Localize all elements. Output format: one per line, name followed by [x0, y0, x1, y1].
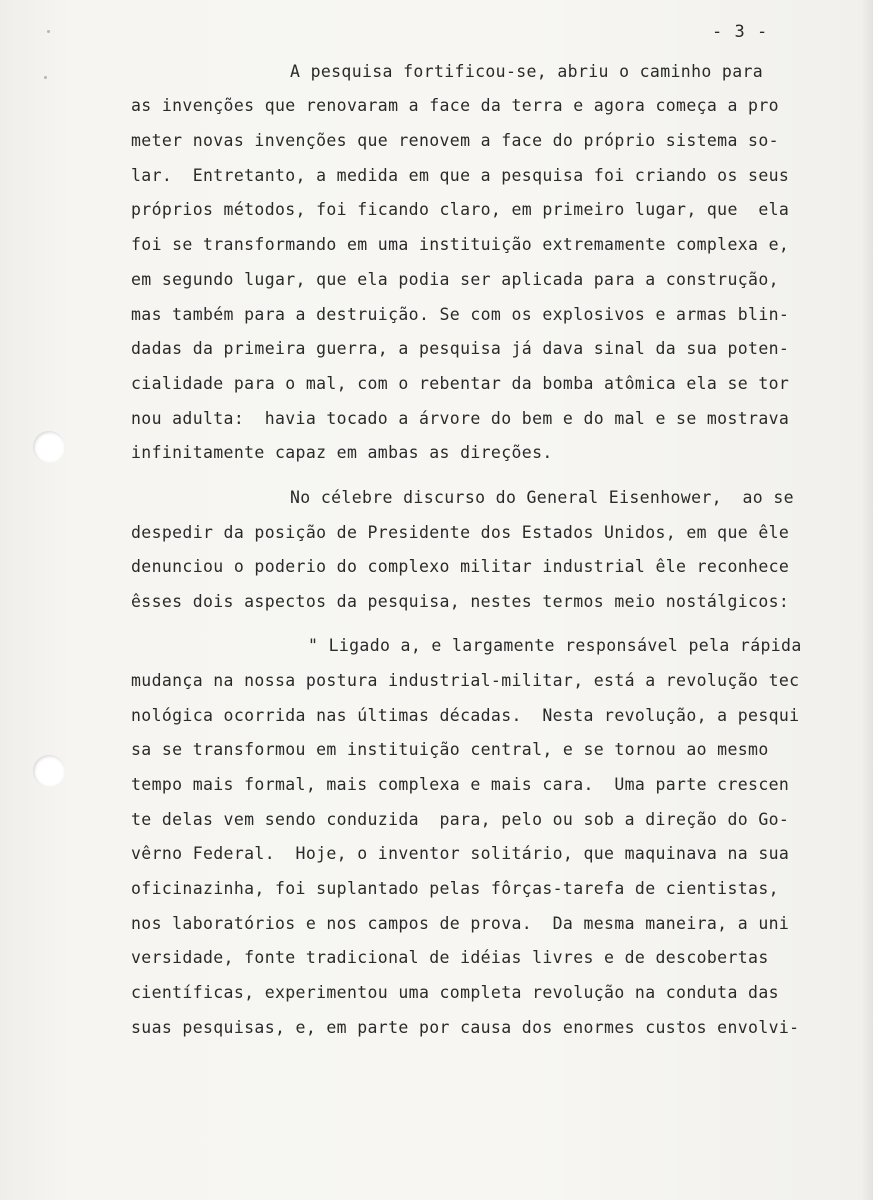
text-line: despedir da posição de Presidente dos Estados Unidos, em que êle	[131, 523, 790, 542]
text-line: foi se transformando em uma instituição extremamente complexa e,	[131, 235, 790, 254]
text-line: " Ligado a, e largamente responsável pela rápida	[308, 636, 802, 655]
text-line: mudança na nossa postura industrial-militar, está a revolução tec	[131, 671, 800, 690]
text-line: suas pesquisas, e, em parte por causa dos enormes custos envolvi-	[131, 1018, 800, 1037]
page-edge-shadow	[861, 0, 873, 1200]
text-line: No célebre discurso do General Eisenhower, ao se	[290, 488, 794, 507]
text-line: as invenções que renovaram a face da terra e agora começa a pro	[131, 96, 779, 115]
text-line: denunciou o poderio do complexo militar industrial êle reconhece	[131, 557, 790, 576]
text-line: infinitamente capaz em ambas as direções.	[131, 443, 553, 462]
text-line: versidade, fonte tradicional de idéias livres e de descobertas	[131, 948, 769, 967]
text-line: lar. Entretanto, a medida em que a pesquisa foi criando os seus	[131, 166, 790, 185]
text-line: dadas da primeira guerra, a pesquisa já dava sinal da sua poten-	[131, 339, 790, 358]
text-line: A pesquisa fortificou-se, abriu o caminho para	[290, 62, 764, 81]
text-line: nou adulta: havia tocado a árvore do bem e do mal e se mostrava	[131, 409, 790, 428]
paper-speck	[47, 30, 50, 33]
text-line: oficinazinha, foi suplantado pelas fôrças-tarefa de cientistas,	[131, 879, 779, 898]
punch-hole-bottom	[33, 755, 65, 787]
text-line: mas também para a destruição. Se com os explosivos e armas blin-	[131, 305, 790, 324]
text-line: êsses dois aspectos da pesquisa, nestes termos meio nostálgicos:	[131, 592, 790, 611]
text-line: vêrno Federal. Hoje, o inventor solitário, que maquinava na sua	[131, 844, 790, 863]
text-line: te delas vem sendo conduzida para, pelo ou sob a direção do Go-	[131, 810, 790, 829]
text-line: nológica ocorrida nas últimas décadas. Nesta revolução, a pesqui	[131, 706, 800, 725]
text-line: sa se transformou em instituição central, e se tornou ao mesmo	[131, 740, 769, 759]
text-line: científicas, experimentou uma completa revolução na conduta das	[131, 983, 779, 1002]
text-line: em segundo lugar, que ela podia ser aplicada para a construção,	[131, 270, 779, 289]
text-line: cialidade para o mal, com o rebentar da bomba atômica ela se tor	[131, 374, 790, 393]
text-line: meter novas invenções que renovem a face do próprio sistema so-	[131, 131, 779, 150]
page-number: - 3 -	[712, 22, 769, 42]
text-line: nos laboratórios e nos campos de prova. Da mesma maneira, a uni	[131, 914, 790, 933]
text-line: próprios métodos, foi ficando claro, em primeiro lugar, que ela	[131, 200, 790, 219]
text-line: tempo mais formal, mais complexa e mais cara. Uma parte crescen	[131, 775, 790, 794]
paper-speck	[44, 76, 47, 79]
punch-hole-top	[33, 431, 65, 463]
